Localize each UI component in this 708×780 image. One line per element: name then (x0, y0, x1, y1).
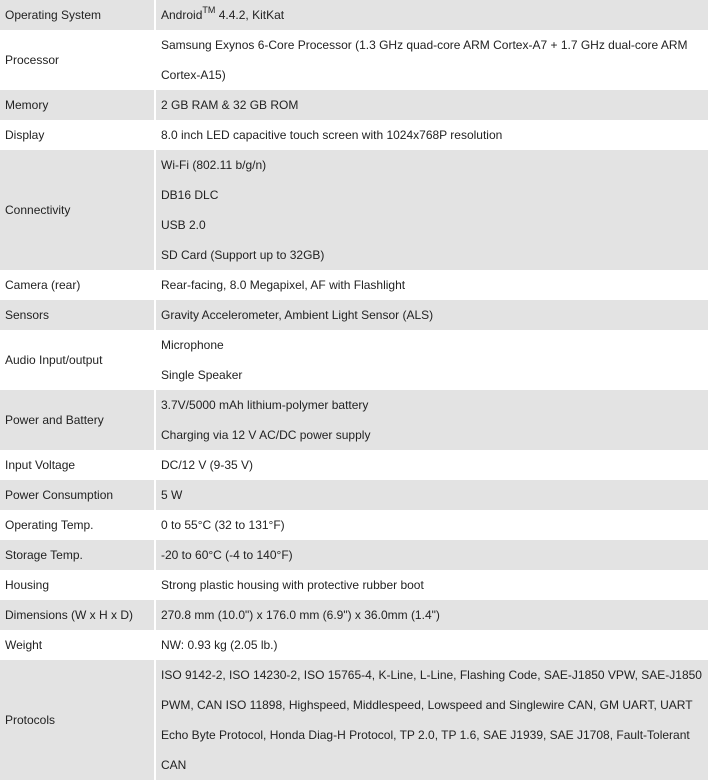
spec-value-line: 0 to 55°C (32 to 131°F) (161, 518, 285, 532)
spec-value-line: SD Card (Support up to 32GB) (161, 248, 325, 262)
spec-value (155, 30, 708, 90)
spec-label: Processor (0, 30, 155, 90)
spec-value (155, 510, 708, 540)
spec-label: Display (0, 120, 155, 150)
spec-value (155, 0, 708, 30)
spec-row (0, 330, 708, 390)
spec-label: Dimensions (W x H x D) (0, 600, 155, 630)
spec-value (155, 330, 708, 390)
spec-value-line: Android™ 4.4.2, KitKat (161, 5, 285, 22)
spec-value (155, 660, 708, 780)
spec-row (0, 300, 708, 330)
spec-label: Operating Temp. (0, 510, 155, 540)
spec-value (155, 600, 708, 630)
spec-row (0, 270, 708, 300)
spec-row (0, 660, 708, 780)
spec-value-line: Cortex-A15) (161, 68, 226, 82)
spec-value-line: 5 W (161, 488, 183, 502)
spec-value-line: Microphone (161, 338, 224, 352)
spec-value (155, 480, 708, 510)
spec-row (0, 480, 708, 510)
spec-label: Power Consumption (0, 480, 155, 510)
spec-row (0, 600, 708, 630)
spec-value-line: NW: 0.93 kg (2.05 lb.) (161, 638, 278, 652)
spec-label: Operating System (0, 0, 155, 30)
spec-label: Protocols (0, 660, 155, 780)
spec-value-line: DC/12 V (9-35 V) (161, 458, 254, 472)
spec-value-line: 2 GB RAM & 32 GB ROM (161, 98, 299, 112)
spec-value (155, 150, 708, 270)
spec-label: Connectivity (0, 150, 155, 270)
spec-value-line: Samsung Exynos 6-Core Processor (1.3 GHz quad-core ARM Cortex-A7 + 1.7 GHz dual-core ARM (161, 38, 688, 52)
spec-value (155, 300, 708, 330)
spec-row (0, 0, 708, 30)
spec-value (155, 90, 708, 120)
spec-value (155, 270, 708, 300)
spec-value-line: Charging via 12 V AC/DC power supply (161, 428, 371, 442)
spec-value (155, 450, 708, 480)
spec-row (0, 90, 708, 120)
spec-row (0, 510, 708, 540)
spec-value (155, 120, 708, 150)
spec-label: Sensors (0, 300, 155, 330)
spec-row (0, 390, 708, 450)
spec-value (155, 540, 708, 570)
spec-label: Housing (0, 570, 155, 600)
spec-value (155, 630, 708, 660)
spec-label: Memory (0, 90, 155, 120)
spec-label: Storage Temp. (0, 540, 155, 570)
spec-label: Audio Input/output (0, 330, 155, 390)
spec-value-line: Gravity Accelerometer, Ambient Light Sensor (ALS) (161, 308, 434, 322)
spec-value-line: 3.7V/5000 mAh lithium-polymer battery (161, 398, 369, 412)
spec-value-line: Wi-Fi (802.11 b/g/n) (161, 158, 267, 172)
spec-value-line: Rear-facing, 8.0 Megapixel, AF with Flashlight (161, 278, 406, 292)
spec-label: Weight (0, 630, 155, 660)
spec-label: Input Voltage (0, 450, 155, 480)
spec-row (0, 540, 708, 570)
spec-label: Power and Battery (0, 390, 155, 450)
trademark-superscript: TM (202, 5, 216, 15)
spec-row (0, 150, 708, 270)
spec-value-line: Strong plastic housing with protective rubber boot (161, 578, 424, 592)
spec-value-line: Echo Byte Protocol, Honda Diag-H Protocol, TP 2.0, TP 1.6, SAE J1939, SAE J1708, Fault-Tolerant (161, 728, 690, 742)
spec-row (0, 30, 708, 90)
spec-value-line: Single Speaker (161, 368, 243, 382)
spec-value-line: PWM, CAN ISO 11898, Highspeed, Middlespeed, Lowspeed and Singlewire CAN, GM UART, UART (161, 698, 693, 712)
spec-value-line: ISO 9142-2, ISO 14230-2, ISO 15765-4, K-Line, L-Line, Flashing Code, SAE-J1850 VPW, SAE-J1850 (161, 668, 702, 682)
spec-value-line: -20 to 60°C (-4 to 140°F) (161, 548, 293, 562)
spec-value (155, 570, 708, 600)
spec-value (155, 390, 708, 450)
spec-row (0, 570, 708, 600)
spec-row (0, 450, 708, 480)
spec-label: Camera (rear) (0, 270, 155, 300)
spec-value-line: CAN (161, 758, 187, 772)
spec-value-line: 270.8 mm (10.0") x 176.0 mm (6.9") x 36.0mm (1.4") (161, 608, 440, 622)
spec-value-line: DB16 DLC (161, 188, 219, 202)
spec-row (0, 120, 708, 150)
spec-value-line: 8.0 inch LED capacitive touch screen with 1024x768P resolution (161, 128, 503, 142)
spec-value-line: USB 2.0 (161, 218, 206, 232)
spec-row (0, 630, 708, 660)
